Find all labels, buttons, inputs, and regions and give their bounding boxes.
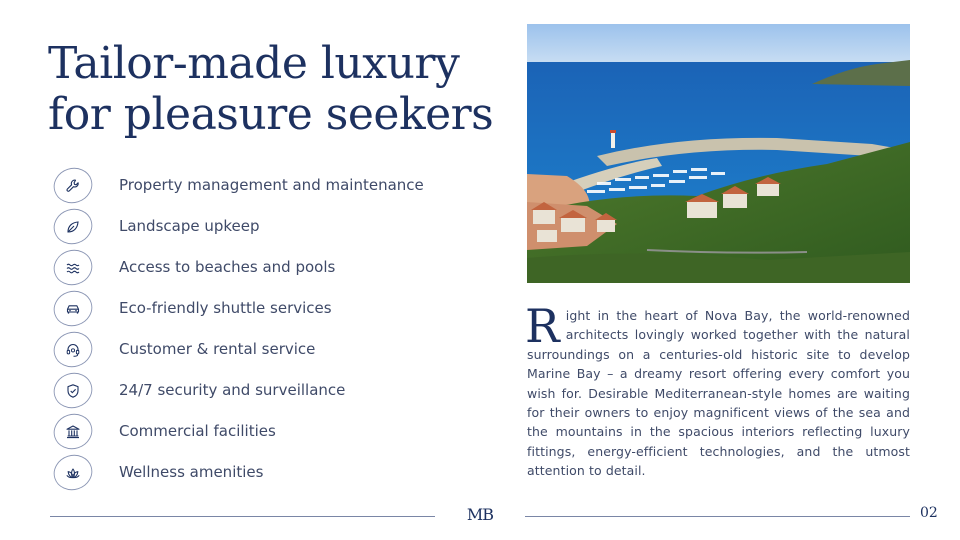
coastal-marina-photo [527, 24, 910, 283]
description-paragraph [525, 299, 910, 481]
car-icon [52, 290, 94, 327]
services-list [50, 165, 470, 493]
service-item-commercial [50, 411, 470, 452]
footer-divider-right [525, 516, 910, 517]
service-label: Commercial facilities [119, 422, 276, 440]
page-title [48, 38, 494, 141]
service-label: Access to beaches and pools [119, 258, 336, 276]
lotus-icon [52, 454, 94, 491]
service-item-shuttle [50, 288, 470, 329]
service-item-customer-service [50, 329, 470, 370]
service-item-beaches [50, 247, 470, 288]
service-label: Wellness amenities [119, 463, 264, 481]
service-label: Landscape upkeep [119, 217, 260, 235]
service-item-landscape [50, 206, 470, 247]
bank-icon [52, 413, 94, 450]
title-line-2: for pleasure seekers [48, 89, 494, 141]
service-item-wellness [50, 452, 470, 493]
page-number: 02 [920, 505, 938, 521]
footer-divider-left [50, 516, 435, 517]
shield-icon [52, 372, 94, 409]
leaf-icon [52, 208, 94, 245]
service-item-property-management [50, 165, 470, 206]
service-label: Eco-friendly shuttle services [119, 299, 332, 317]
brand-monogram: MB [466, 505, 494, 524]
wrench-icon [52, 167, 94, 204]
service-item-security [50, 370, 470, 411]
service-label: Customer & rental service [119, 340, 316, 358]
title-line-1: Tailor-made luxury [48, 38, 460, 89]
service-label: 24/7 security and surveillance [119, 381, 346, 399]
support-icon [52, 331, 94, 368]
service-label: Property management and maintenance [119, 176, 424, 194]
drop-cap: R [525, 299, 560, 353]
description-text: ight in the heart of Nova Bay, the world-renowned architects lovingly worked together with the natural surroundings on a centuries-old historic site to develop Marine Bay – a dreamy resort offering every comfort you wish for. Desirable Mediterranean-style homes are waiting for their owners to enjoy magnificent views of the sea and the mountains in the spacious interiors reflecting luxury fittings, energy-efficient technologies, and the utmost attention to detail. [527, 308, 910, 479]
waves-icon [52, 249, 94, 286]
